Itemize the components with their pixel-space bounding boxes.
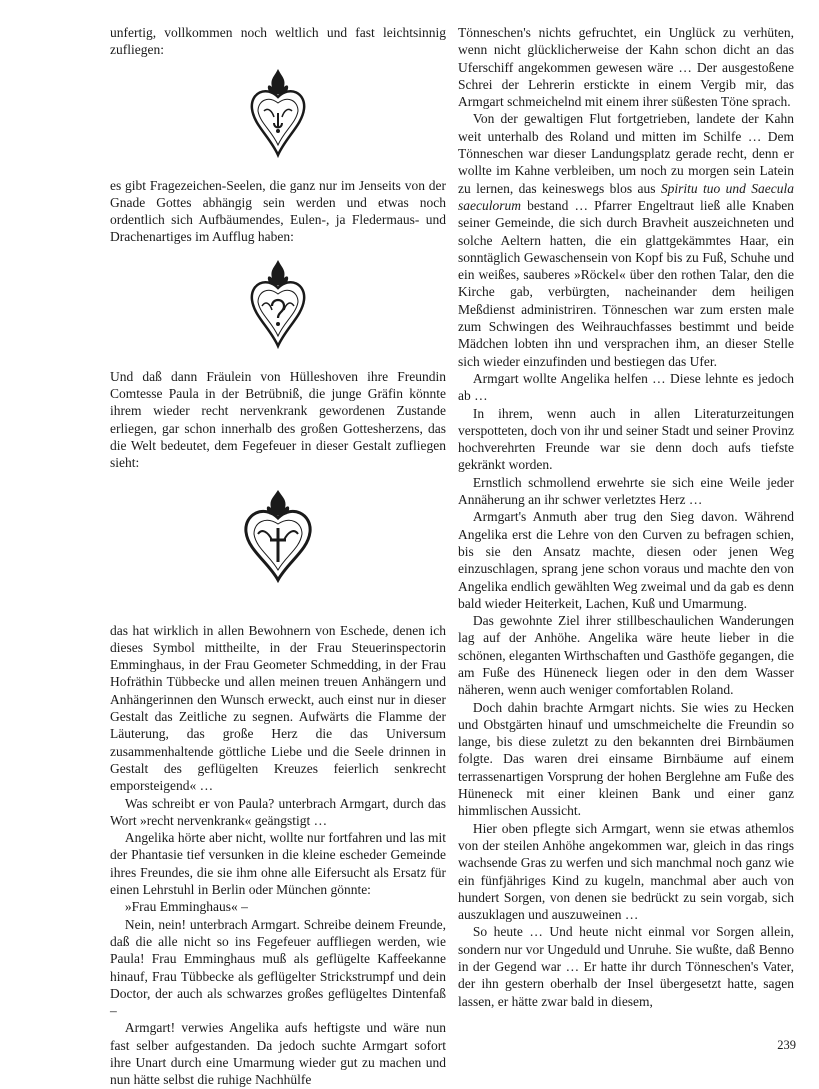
flaming-heart-question-icon xyxy=(248,258,308,354)
left-paragraph-7: »Frau Emminghaus« – xyxy=(124,899,248,915)
right-paragraph-10: So heute … Und heute nicht einmal vor Sorgen allein, sondern nur vor Ungeduld und Unruhe. Sie wußte, daß Benno in der Gegend war … Er hatte ihr durch Tönneschen's Vater, der ihn gestern oberhalb der Insel übergesetzt hatte, sagen lassen, er hätte zwar bald in diesem, xyxy=(458,924,794,1009)
left-paragraph-1: unfertig, vollkommen noch weltlich und fast leichtsinnig zufliegen: xyxy=(110,25,446,58)
right-paragraph-4: In ihrem, wenn auch in allen Literaturzeitungen verspotteten, doch von ihr und seiner Stadt und seiner Provinz hochverehrten Freunde war sie denn doch aufs tiefste gekränkt worden. xyxy=(458,405,794,473)
ornament-flaming-heart-1 xyxy=(110,59,446,177)
right-paragraph-1: Tönneschen's nichts gefruchtet, ein Unglück zu verhüten, wenn nicht glücklicherweise der Kahn schon dicht an das Uferschiff angekommen gewesen wäre … Der ausgestoßene Schrei der Lehrerin erstickte in einem Vergib mir, das Armgart schmeichelnd mit einem ihrer süßesten Töne sprach. xyxy=(458,25,794,110)
right-paragraph-2-latin: Spiritu tuo und Saecula saeculorum xyxy=(458,180,794,213)
ornament-flaming-heart-3 xyxy=(110,472,446,622)
right-column xyxy=(458,24,794,1010)
left-paragraph-4: das hat wirklich in allen Bewohnern von Eschede, denen ich dieses Symbol mittheilte, in der Frau Steuerinspectorin Emminghaus, in der Frau Geometer Schmedding, in der Frau Hofräthin Tübbecke und allen meinen treuen Anhängern und Anhängerinnen den Wunsch erweckt, auch einst nur in dieser Gestalt das Zeitliche zu segnen. Aufwärts die Flamme der Läuterung, das große Herz die das Universum zusammenhaltende göttliche Liebe und die Seele drinnen in Gestalt des geflügelten Kreuzes feierlich senkrecht emporsteigend« … xyxy=(110,622,446,794)
right-paragraph-5: Ernstlich schmollend erwehrte sie sich eine Weile jeder Annäherung an ihr schwer verletztes Herz … xyxy=(458,474,794,508)
right-paragraph-6: Armgart's Anmuth aber trug den Sieg davon. Während Angelika erst die Lehre von den Curven zu befragen schien, bis sie den Ansatz machte, diesen oder jenen Weg einzuschlagen, sprang jene schon voraus und machte den von Angelika endlich gewählten Weg zweimal und da gab es denn bald wieder Heiterkeit, Lachen, Kuß und Umarmung. xyxy=(458,509,794,611)
left-paragraph-2: es gibt Fragezeichen-Seelen, die ganz nur im Jenseits von der Gnade Gottes abhängig sein werden und etwas noch ordentlich sich Aufbäumendes, Eulen-, ja Fledermaus- und Drachenartiges im Aufflug haben: xyxy=(110,177,446,245)
left-paragraph-6: Angelika hörte aber nicht, wollte nur fortfahren und las mit der Phantasie tief versunken in die kleine escheder Gemeinde ihres Freundes, die sie ihm ohne alle Eifersucht als Ersatz für einen Lehrstuhl in Berlin oder München gönnte: xyxy=(110,830,446,898)
page-number: 239 xyxy=(777,1038,796,1052)
right-paragraph-3: Armgart wollte Angelika helfen … Diese lehnte es jedoch ab … xyxy=(458,370,794,404)
ornament-flaming-heart-2 xyxy=(110,246,446,368)
right-paragraph-2-text-a: Von der gewaltigen Flut fortgetrieben, landete der Kahn weit unterhalb des Roland und mitten im Schilfe … Dem Tönneschen war dieser Landungsplatz gerade recht, denn er wollte im Kahne verbleiben, um noch zu morgen sein Latein zu lernen, das keineswegs blos aus xyxy=(458,111,794,196)
right-paragraph-2 xyxy=(458,110,794,369)
left-paragraph-5: Was schreibt er von Paula? unterbrach Armgart, durch das Wort »recht nervenkrank« geängstigt … xyxy=(110,795,446,828)
flaming-heart-icon xyxy=(248,67,308,163)
left-column xyxy=(110,24,446,1089)
right-paragraph-2-text-b: bestand … Pfarrer Engeltraut ließ alle Knaben seiner Gemeinde, die sich durch Bravheit auszeichneten und solche Aeltern hatten, die ein glattgekämmtes Haar, ein sonntäglich Gewaschensein von Kopf bis zu Fuß, Schuhe und ein weißes, sauberes »Röckel« über den rothen Talar, den die Kirche gab, verbürgten, nacheinander dem heiligen Meßdienst administriren. Tönneschen war zum ersten male zum Schwingen des Weihrauchfasses bestimmt und beide Mädchen lobten ihn und versprachen ihm, an dieser Stelle sich wieder einzufinden und bestiegen das Ufer. xyxy=(458,197,794,369)
left-paragraph-3: Und daß dann Fräulein von Hülleshoven ihre Freundin Comtesse Paula in der Betrübniß, die junge Gräfin könnte ihrem wieder recht nervenkrank gewordenen Zustande erliegen, gar schon innerhalb des großen Gottesherzens, das die Welt bedeutet, dem Fegefeuer in dieser Gestalt zufliegen sieht: xyxy=(110,368,446,471)
right-paragraph-7: Das gewohnte Ziel ihrer stillbeschaulichen Wanderungen lag auf der Anhöhe. Angelika wäre heute lieber in die schönen, eleganten Wirthschaften und Gasthöfe gegangen, die am Fuße des Hüneneck liegen oder in den dem Wasser näheren, wenn auch weniger comfortablen Roland. xyxy=(458,613,794,698)
left-paragraph-9: Armgart! verwies Angelika aufs heftigste und wäre nun fast selber aufgestanden. Da jedoch suchte Armgart sofort ihre Unart durch eine Umarmung wieder gut zu machen und nun hätte selbst die ruhige Nachhülfe xyxy=(110,1020,446,1088)
right-paragraph-8: Doch dahin brachte Armgart nichts. Sie wies zu Hecken und Obstgärten hinauf und umschmeichelte die Freundin so lange, bis diese zuletzt zu den bekannten drei Birnbäumen folgte. Das waren drei einsame Birnbäume auf einem terrassenartigen Vorsprung der hohen Berglehne am Fuße des Hüneneck mit einer kleinen Bank und einer ganz himmlischen Aussicht. xyxy=(458,699,794,819)
right-paragraph-9: Hier oben pflegte sich Armgart, wenn sie etwas athemlos von der steilen Anhöhe angekommen war, gleich in das rings wachsende Gras zu werfen und sich manchmal noch ganz wie ein fünfjähriges Kind zu kugeln, manchmal aber auch von hundert Sorgen, von denen sie bedrückt zu sein vorgab, sich auszuklagen und auszuweinen … xyxy=(458,820,794,923)
flaming-heart-cross-icon xyxy=(240,488,316,584)
left-paragraph-8: Nein, nein! unterbrach Armgart. Schreibe deinem Freunde, daß die alle nicht so ins Fegefeuer auffliegen werden, wie Paula! Frau Emminghaus muß als geflügelte Kaffeekanne hinauf, Frau Tübbecke als geflügelter Strickstrumpf und dein Doctor, der auch als schwarzes großes geflügeltes Dintenfaß – xyxy=(110,916,446,1019)
